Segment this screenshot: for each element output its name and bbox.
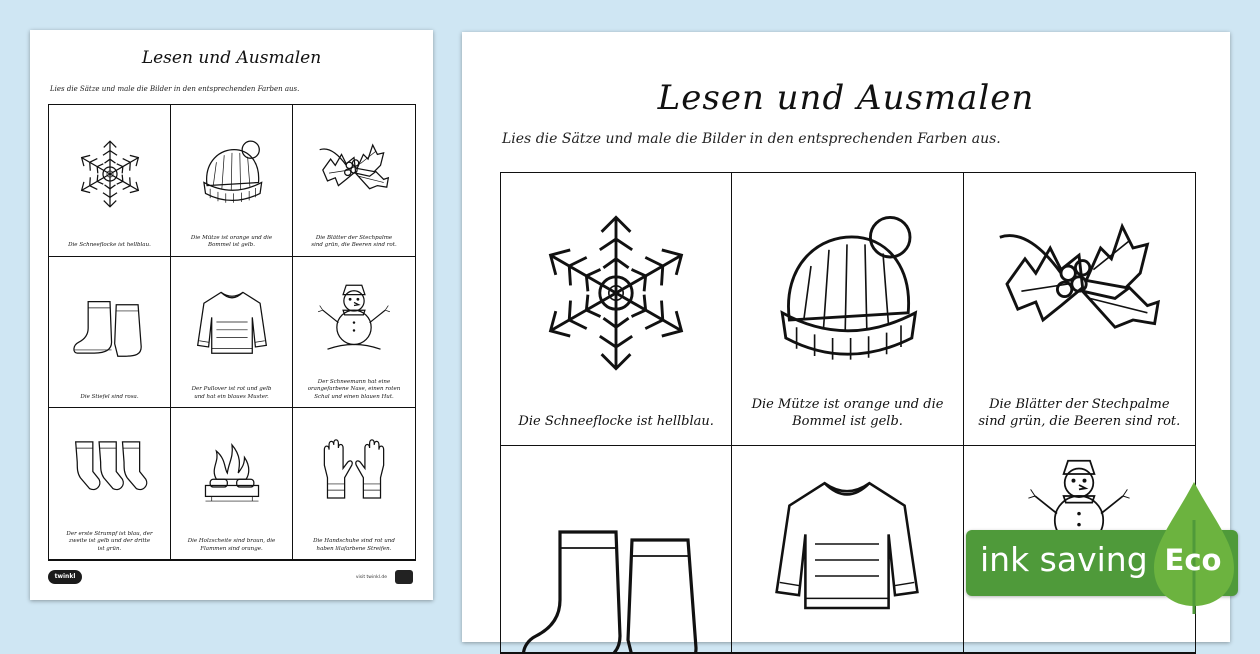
grid-cell — [49, 257, 171, 409]
ink-saving-text: ink saving — [980, 540, 1148, 579]
caption-line: Die Mütze ist orange und die — [751, 396, 944, 412]
beanie-hat-icon — [171, 105, 292, 235]
fireplace-icon — [171, 408, 292, 538]
eco-label: Eco — [1164, 543, 1222, 577]
boots-icon — [49, 257, 170, 394]
caption-line: und hat ein blaues Muster. — [194, 393, 269, 400]
grid-cell — [501, 173, 732, 446]
grid-cell — [964, 173, 1195, 446]
caption-line: orangefarbene Nase, einen roten — [307, 386, 401, 393]
snowflake-icon — [49, 105, 170, 242]
caption-line: Bommel ist gelb. — [208, 242, 255, 249]
grid-cell — [171, 257, 293, 409]
grid-cell — [293, 408, 415, 560]
caption-line: Der erste Strumpf ist blau, der — [66, 530, 153, 537]
page-footer — [48, 568, 413, 588]
site-url: visit twinkl.de — [355, 575, 387, 580]
twinkl-logo: twinkl — [48, 570, 82, 584]
page-title: Lesen und Ausmalen — [141, 48, 322, 68]
holly-icon — [293, 105, 415, 235]
caption-line: Schal und einen blauen Hut. — [314, 393, 394, 400]
caption-line: Flammen sind orange. — [200, 545, 263, 552]
worksheet-thumbnail — [30, 30, 433, 600]
caption-line: Die Schneeflocke ist hellblau. — [518, 414, 714, 430]
grid-cell — [171, 105, 293, 257]
snowflake-icon — [501, 173, 731, 413]
grid-cell — [732, 173, 963, 446]
brand-mark-icon — [395, 570, 413, 584]
sweater-icon — [171, 257, 292, 387]
sweater-icon — [732, 446, 962, 652]
grid-cell — [293, 257, 415, 409]
grid-cell — [293, 105, 415, 257]
grid-cell — [171, 408, 293, 560]
caption-line: Die Mütze ist orange und die — [190, 234, 273, 241]
caption-line: Die Schneeflocke ist hellblau. — [68, 242, 151, 249]
page-title: Lesen und Ausmalen — [657, 78, 1035, 118]
caption-line: Die Handschuhe sind rot und — [313, 538, 395, 545]
stockings-icon — [49, 408, 170, 530]
caption-line: haben lilafarbene Streifen. — [316, 545, 392, 552]
caption-line: Die Blätter der Stechpalme — [315, 234, 393, 241]
gloves-icon — [293, 408, 415, 538]
caption-line: Der Schneemann hat eine — [317, 379, 391, 386]
holly-icon — [964, 173, 1195, 396]
picture-grid — [48, 104, 416, 561]
caption-line: Bommel ist gelb. — [792, 414, 903, 430]
caption-line: Der Pullover ist rot und gelb — [191, 386, 272, 393]
caption-line: Die Blätter der Stechpalme — [989, 396, 1170, 412]
caption-line: sind grün, die Beeren sind rot. — [978, 414, 1181, 430]
caption-line: zweite ist gelb und der dritte — [68, 538, 151, 545]
caption-line: ist grün. — [97, 545, 122, 552]
caption-line: sind grün, die Beeren sind rot. — [311, 242, 397, 249]
instruction-text: Lies die Sätze und male die Bilder in den entsprechenden Farben aus. — [502, 131, 1001, 147]
caption-line: Die Stiefel sind rosa. — [80, 393, 139, 400]
grid-cell — [501, 446, 732, 653]
snowman-icon — [293, 257, 415, 379]
grid-cell — [49, 105, 171, 257]
beanie-hat-icon — [732, 173, 962, 396]
instruction-text: Lies die Sätze und male die Bilder in den entsprechenden Farben aus. — [50, 85, 300, 93]
grid-cell — [732, 446, 963, 653]
boots-icon — [501, 446, 731, 652]
grid-cell — [49, 408, 171, 560]
caption-line: Die Holzscheite sind braun, die — [187, 538, 276, 545]
